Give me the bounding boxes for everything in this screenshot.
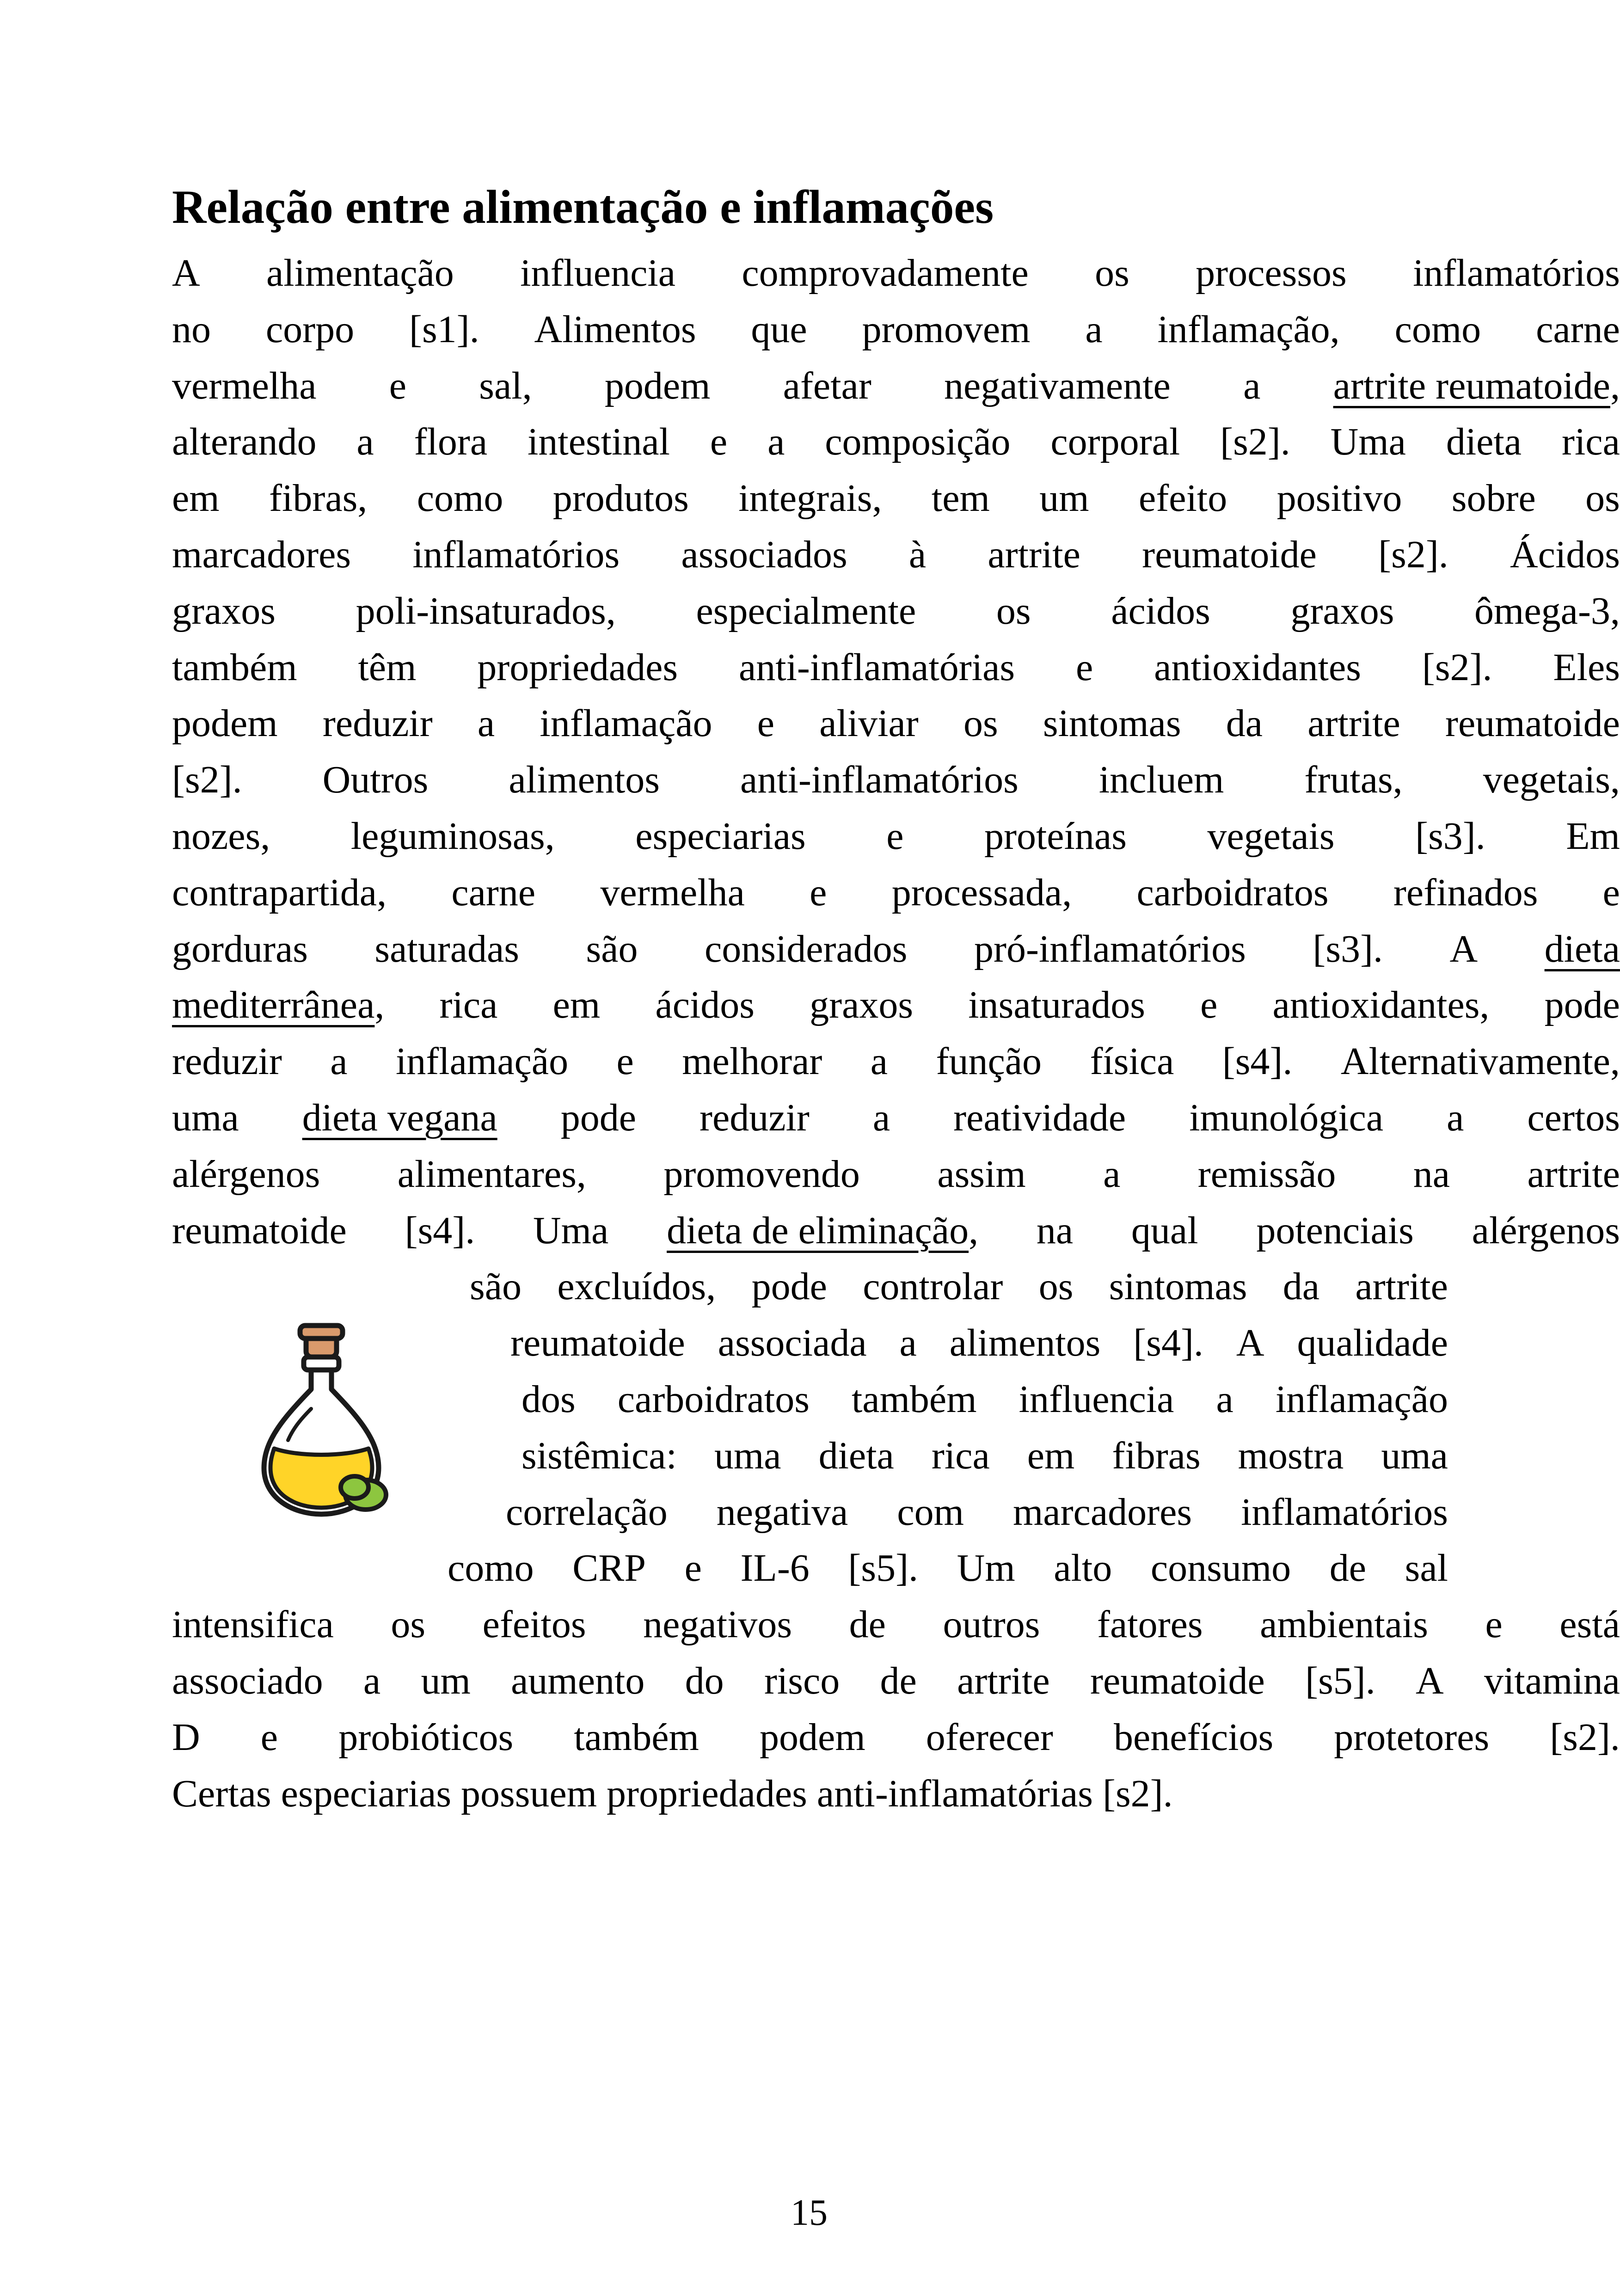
word bbox=[1545, 921, 1620, 977]
word: dos bbox=[522, 1378, 576, 1421]
word: dieta de eliminação, bbox=[667, 1209, 979, 1252]
word: carne bbox=[1536, 308, 1620, 351]
word: protetores bbox=[1334, 1716, 1490, 1759]
word: podem bbox=[760, 1716, 865, 1759]
word: na bbox=[1413, 1153, 1450, 1196]
word: A bbox=[172, 252, 200, 295]
word: a bbox=[356, 420, 374, 463]
word: artrite bbox=[1307, 702, 1400, 745]
word: efeito bbox=[1139, 477, 1227, 520]
paragraph-line bbox=[172, 1033, 1620, 1090]
paragraph-line bbox=[172, 1090, 1620, 1146]
word: inflamatórios bbox=[1241, 1491, 1448, 1534]
paragraph-line bbox=[172, 865, 1620, 921]
word: imunológica bbox=[1189, 1096, 1384, 1139]
paragraph-line bbox=[172, 414, 1620, 470]
paragraph-line bbox=[172, 1653, 1620, 1709]
word: especiarias bbox=[281, 1772, 452, 1815]
word: Em bbox=[1566, 815, 1620, 858]
word: vermelha bbox=[600, 871, 745, 914]
word: uma bbox=[1381, 1434, 1448, 1477]
word: inflamação bbox=[540, 702, 712, 745]
word: frutas, bbox=[1304, 758, 1403, 801]
word: leguminosas, bbox=[350, 815, 555, 858]
word: uma bbox=[172, 1096, 239, 1139]
word: pode bbox=[560, 1096, 636, 1139]
word: marcadores bbox=[1012, 1491, 1192, 1534]
word: pode bbox=[751, 1265, 827, 1308]
word: certos bbox=[1527, 1096, 1620, 1139]
word: sal bbox=[1405, 1547, 1448, 1590]
word: associados bbox=[681, 533, 847, 576]
paragraph-line bbox=[448, 1540, 1448, 1596]
word: artrite bbox=[1355, 1265, 1448, 1308]
word: marcadores bbox=[172, 533, 351, 576]
word: remissão bbox=[1197, 1153, 1336, 1196]
paragraph-line bbox=[172, 695, 1620, 752]
word: nozes, bbox=[172, 815, 270, 858]
word: insaturados bbox=[968, 983, 1145, 1026]
word: e bbox=[389, 364, 407, 407]
word: incluem bbox=[1098, 758, 1224, 801]
word: de bbox=[849, 1603, 886, 1646]
word: [s4]. bbox=[1222, 1040, 1293, 1083]
word: [s3]. bbox=[1313, 927, 1383, 970]
word: a bbox=[767, 420, 785, 463]
word: podem bbox=[172, 702, 278, 745]
word: corpo bbox=[265, 308, 355, 351]
word: alto bbox=[1054, 1547, 1112, 1590]
word: reumatoide bbox=[510, 1321, 685, 1364]
word: graxos bbox=[810, 983, 914, 1026]
word: integrais, bbox=[738, 477, 882, 520]
word: a bbox=[1085, 308, 1103, 351]
word: antioxidantes, bbox=[1272, 983, 1490, 1026]
word: inflamação bbox=[395, 1040, 569, 1083]
word: ômega-3, bbox=[1474, 589, 1620, 632]
paragraph-line bbox=[172, 470, 1620, 527]
word: em bbox=[552, 983, 601, 1026]
word: a bbox=[477, 702, 495, 745]
word: efeitos bbox=[482, 1603, 586, 1646]
word: carne bbox=[451, 871, 536, 914]
word: [s3]. bbox=[1415, 815, 1485, 858]
word: Ácidos bbox=[1510, 533, 1620, 576]
paragraph-line bbox=[172, 808, 1620, 865]
word: Outros bbox=[322, 758, 429, 801]
word: possuem bbox=[461, 1772, 597, 1815]
word: refinados bbox=[1393, 871, 1538, 914]
word: função bbox=[936, 1040, 1042, 1083]
word: artrite bbox=[988, 533, 1080, 576]
word: e bbox=[886, 815, 904, 858]
word: outros bbox=[943, 1603, 1040, 1646]
word: negativos bbox=[643, 1603, 792, 1646]
word: artrite reumatoide, bbox=[1333, 364, 1620, 407]
word: vermelha bbox=[172, 364, 317, 407]
paragraph-line bbox=[172, 245, 1620, 301]
word: à bbox=[908, 533, 927, 576]
word: fibras bbox=[1112, 1434, 1201, 1477]
word: a bbox=[363, 1659, 381, 1702]
underlined-term: artrite reumatoide bbox=[1333, 364, 1610, 407]
word: ácidos bbox=[655, 983, 755, 1026]
word: os bbox=[391, 1603, 426, 1646]
paragraph-line bbox=[470, 1259, 1448, 1315]
word: inflamatórios bbox=[412, 533, 620, 576]
word: graxos bbox=[172, 589, 276, 632]
word: associada bbox=[718, 1321, 867, 1364]
word: probióticos bbox=[338, 1716, 514, 1759]
word: qual bbox=[1131, 1209, 1198, 1252]
paragraph-line bbox=[172, 583, 1620, 639]
word: antioxidantes bbox=[1154, 646, 1361, 689]
word: processada, bbox=[891, 871, 1072, 914]
word: reumatoide bbox=[1090, 1659, 1265, 1702]
word: especiarias bbox=[635, 815, 806, 858]
word: sobre bbox=[1451, 477, 1536, 520]
word: a bbox=[1243, 364, 1261, 407]
section-heading: Relação entre alimentação e inflamações bbox=[172, 181, 994, 233]
word: podem bbox=[604, 364, 711, 407]
word: influencia bbox=[1019, 1378, 1174, 1421]
word: rica bbox=[931, 1434, 990, 1477]
word: CRP bbox=[572, 1547, 646, 1590]
word: reumatoide bbox=[1142, 533, 1317, 576]
word: [s4]. bbox=[1133, 1321, 1203, 1364]
word: alérgenos bbox=[1472, 1209, 1620, 1252]
paragraph-line bbox=[172, 752, 1620, 808]
paragraph-line bbox=[172, 1203, 1620, 1259]
word: também bbox=[172, 646, 297, 689]
word: Uma bbox=[533, 1209, 609, 1252]
word: [s2]. bbox=[1422, 646, 1492, 689]
word: gorduras bbox=[172, 927, 308, 970]
word: anti-inflamatórias bbox=[738, 646, 1015, 689]
word: e bbox=[1602, 871, 1620, 914]
word bbox=[302, 1090, 497, 1146]
word: intestinal bbox=[528, 420, 670, 463]
word: e bbox=[1075, 646, 1093, 689]
word: tem bbox=[931, 477, 990, 520]
paragraph-line bbox=[172, 1146, 1620, 1203]
word: reduzir bbox=[322, 702, 433, 745]
word: como bbox=[417, 477, 503, 520]
word: física bbox=[1090, 1040, 1174, 1083]
word: os bbox=[1095, 252, 1129, 295]
word: inflamação, bbox=[1157, 308, 1340, 351]
word: alimentares, bbox=[397, 1153, 586, 1196]
paragraph-line bbox=[522, 1428, 1448, 1484]
paragraph-line bbox=[172, 977, 1620, 1033]
word: mediterrânea, bbox=[172, 983, 385, 1026]
word: anti-inflamatórios bbox=[740, 758, 1019, 801]
word: inflamação bbox=[1275, 1378, 1448, 1421]
word: reumatoide bbox=[172, 1209, 347, 1252]
word: associado bbox=[172, 1659, 323, 1702]
word: artrite bbox=[957, 1659, 1050, 1702]
word: anti-inflamatórias bbox=[816, 1772, 1093, 1815]
word: A bbox=[1449, 927, 1478, 970]
word: [s2]. bbox=[1550, 1716, 1620, 1759]
word: dieta bbox=[1446, 420, 1522, 463]
word: a bbox=[1216, 1378, 1233, 1421]
word: mostra bbox=[1238, 1434, 1344, 1477]
word: vitamina bbox=[1484, 1659, 1620, 1702]
page-number: 15 bbox=[791, 2192, 828, 2233]
word: comprovadamente bbox=[742, 252, 1029, 295]
word: ácidos bbox=[1111, 589, 1210, 632]
word: [s5]. bbox=[1305, 1659, 1375, 1702]
word: ambientais bbox=[1260, 1603, 1428, 1646]
word: sintomas bbox=[1109, 1265, 1247, 1308]
word: fatores bbox=[1097, 1603, 1203, 1646]
word: vegetais bbox=[1207, 815, 1335, 858]
word: reatividade bbox=[953, 1096, 1126, 1139]
olive-oil-bottle-icon bbox=[252, 1301, 405, 1523]
word: a bbox=[899, 1321, 917, 1364]
word: e bbox=[260, 1716, 278, 1759]
paragraph-line bbox=[172, 358, 1620, 414]
word: A bbox=[1236, 1321, 1264, 1364]
cork-lip bbox=[300, 1326, 343, 1338]
word: uma bbox=[714, 1434, 781, 1477]
word: processos bbox=[1196, 252, 1347, 295]
word: artrite bbox=[1527, 1153, 1620, 1196]
word: oferecer bbox=[926, 1716, 1053, 1759]
word: está bbox=[1559, 1603, 1620, 1646]
word: alimentação bbox=[266, 252, 454, 295]
paragraph-line bbox=[172, 1766, 1620, 1822]
word: de bbox=[880, 1659, 917, 1702]
word: Certas bbox=[172, 1772, 271, 1815]
word: correlação bbox=[506, 1491, 668, 1534]
word: a bbox=[1447, 1096, 1464, 1139]
word: sal, bbox=[479, 364, 532, 407]
word: afetar bbox=[783, 364, 871, 407]
word: pode bbox=[1544, 983, 1620, 1026]
underlined-term: dieta de eliminação bbox=[667, 1209, 969, 1252]
word: qualidade bbox=[1297, 1321, 1448, 1364]
word: corporal bbox=[1050, 420, 1180, 463]
word: alterando bbox=[172, 420, 317, 463]
word: promovem bbox=[862, 308, 1031, 351]
word: contrapartida, bbox=[172, 871, 387, 914]
word: no bbox=[172, 308, 211, 351]
paragraph-line bbox=[172, 1596, 1620, 1653]
word: controlar bbox=[863, 1265, 1003, 1308]
word: um bbox=[1039, 477, 1089, 520]
word: e bbox=[1200, 983, 1218, 1026]
word: propriedades bbox=[607, 1772, 807, 1815]
word: inflamatórios bbox=[1413, 252, 1620, 295]
word: Alimentos bbox=[534, 308, 696, 351]
paragraph-line bbox=[172, 1709, 1620, 1766]
word: alérgenos bbox=[172, 1153, 320, 1196]
paragraph-line bbox=[172, 301, 1620, 358]
paragraph-line bbox=[510, 1315, 1448, 1371]
word: que bbox=[751, 308, 807, 351]
word: [s4]. bbox=[405, 1209, 475, 1252]
word: excluídos, bbox=[557, 1265, 716, 1308]
word: têm bbox=[358, 646, 417, 689]
word: a bbox=[330, 1040, 348, 1083]
word: também bbox=[851, 1378, 977, 1421]
underlined-term: mediterrânea bbox=[172, 983, 375, 1026]
word: poli-insaturados, bbox=[356, 589, 616, 632]
word: promovendo bbox=[663, 1153, 860, 1196]
word: em bbox=[172, 477, 220, 520]
word: são bbox=[586, 927, 638, 970]
word: potenciais bbox=[1256, 1209, 1414, 1252]
word: a bbox=[872, 1096, 890, 1139]
word: sintomas bbox=[1043, 702, 1181, 745]
word: [s2]. bbox=[1378, 533, 1448, 576]
word: como bbox=[1394, 308, 1481, 351]
word: Alternativamente, bbox=[1340, 1040, 1620, 1083]
word: [s2]. bbox=[1220, 420, 1290, 463]
word: são bbox=[470, 1265, 522, 1308]
word: também bbox=[574, 1716, 699, 1759]
word: na bbox=[1036, 1209, 1074, 1252]
word: saturadas bbox=[374, 927, 519, 970]
word: alimentos bbox=[949, 1321, 1101, 1364]
word: composição bbox=[825, 420, 1011, 463]
paragraph-line bbox=[506, 1484, 1448, 1541]
word: carboidratos bbox=[617, 1378, 810, 1421]
word: flora bbox=[414, 420, 488, 463]
word: risco bbox=[764, 1659, 840, 1702]
word: rica bbox=[1561, 420, 1620, 463]
word: IL-6 bbox=[740, 1547, 810, 1590]
word: [s2]. bbox=[1102, 1772, 1173, 1815]
word: e bbox=[684, 1547, 702, 1590]
word: Um bbox=[957, 1547, 1015, 1590]
word: e bbox=[710, 420, 728, 463]
word: reduzir bbox=[172, 1040, 282, 1083]
word: Uma bbox=[1330, 420, 1406, 463]
word: alimentos bbox=[509, 758, 660, 801]
word: e bbox=[757, 702, 775, 745]
word: consumo bbox=[1150, 1547, 1291, 1590]
word: a bbox=[870, 1040, 888, 1083]
word: os bbox=[996, 589, 1031, 632]
word: carboidratos bbox=[1136, 871, 1329, 914]
word: negativa bbox=[716, 1491, 848, 1534]
paragraph-line bbox=[172, 639, 1620, 696]
word: sistêmica: bbox=[522, 1434, 677, 1477]
word: benefícios bbox=[1113, 1716, 1274, 1759]
word: aliviar bbox=[819, 702, 919, 745]
word: reumatoide bbox=[1445, 702, 1620, 745]
word: do bbox=[685, 1659, 724, 1702]
word: melhorar bbox=[682, 1040, 822, 1083]
word: e bbox=[810, 871, 827, 914]
olive-icon bbox=[341, 1476, 368, 1498]
word: como bbox=[448, 1547, 534, 1590]
word: rica bbox=[439, 983, 498, 1026]
word: influencia bbox=[520, 252, 675, 295]
word: um bbox=[421, 1659, 471, 1702]
underlined-term: dieta vegana bbox=[302, 1096, 497, 1139]
word: vegetais, bbox=[1483, 758, 1620, 801]
word: e bbox=[1485, 1603, 1503, 1646]
word: A bbox=[1416, 1659, 1444, 1702]
word: positivo bbox=[1276, 477, 1402, 520]
word: assim bbox=[937, 1153, 1026, 1196]
word: dieta bbox=[818, 1434, 894, 1477]
word: com bbox=[897, 1491, 964, 1534]
word: intensifica bbox=[172, 1603, 334, 1646]
word: fibras, bbox=[269, 477, 368, 520]
word: pró-inflamatórios bbox=[974, 927, 1246, 970]
word: e bbox=[616, 1040, 634, 1083]
word: reduzir bbox=[699, 1096, 810, 1139]
word: os bbox=[963, 702, 998, 745]
word: propriedades bbox=[477, 646, 678, 689]
word: proteínas bbox=[984, 815, 1127, 858]
word: especialmente bbox=[696, 589, 916, 632]
paragraph-line bbox=[172, 921, 1620, 977]
word: [s1]. bbox=[409, 308, 479, 351]
paragraph-line bbox=[172, 527, 1620, 583]
word: de bbox=[1329, 1547, 1367, 1590]
word: os bbox=[1038, 1265, 1074, 1308]
underlined-term: dieta bbox=[1544, 927, 1620, 970]
word: considerados bbox=[704, 927, 908, 970]
word: aumento bbox=[511, 1659, 645, 1702]
word: graxos bbox=[1290, 589, 1394, 632]
word: [s5]. bbox=[848, 1547, 919, 1590]
word: D bbox=[172, 1716, 200, 1759]
word: em bbox=[1027, 1434, 1075, 1477]
word: negativamente bbox=[944, 364, 1171, 407]
word: produtos bbox=[552, 477, 689, 520]
paragraph-line bbox=[522, 1371, 1448, 1428]
word: Eles bbox=[1553, 646, 1620, 689]
word: da bbox=[1282, 1265, 1320, 1308]
word: os bbox=[1585, 477, 1620, 520]
word: [s2]. bbox=[172, 758, 242, 801]
word: a bbox=[1103, 1153, 1121, 1196]
word: da bbox=[1226, 702, 1263, 745]
